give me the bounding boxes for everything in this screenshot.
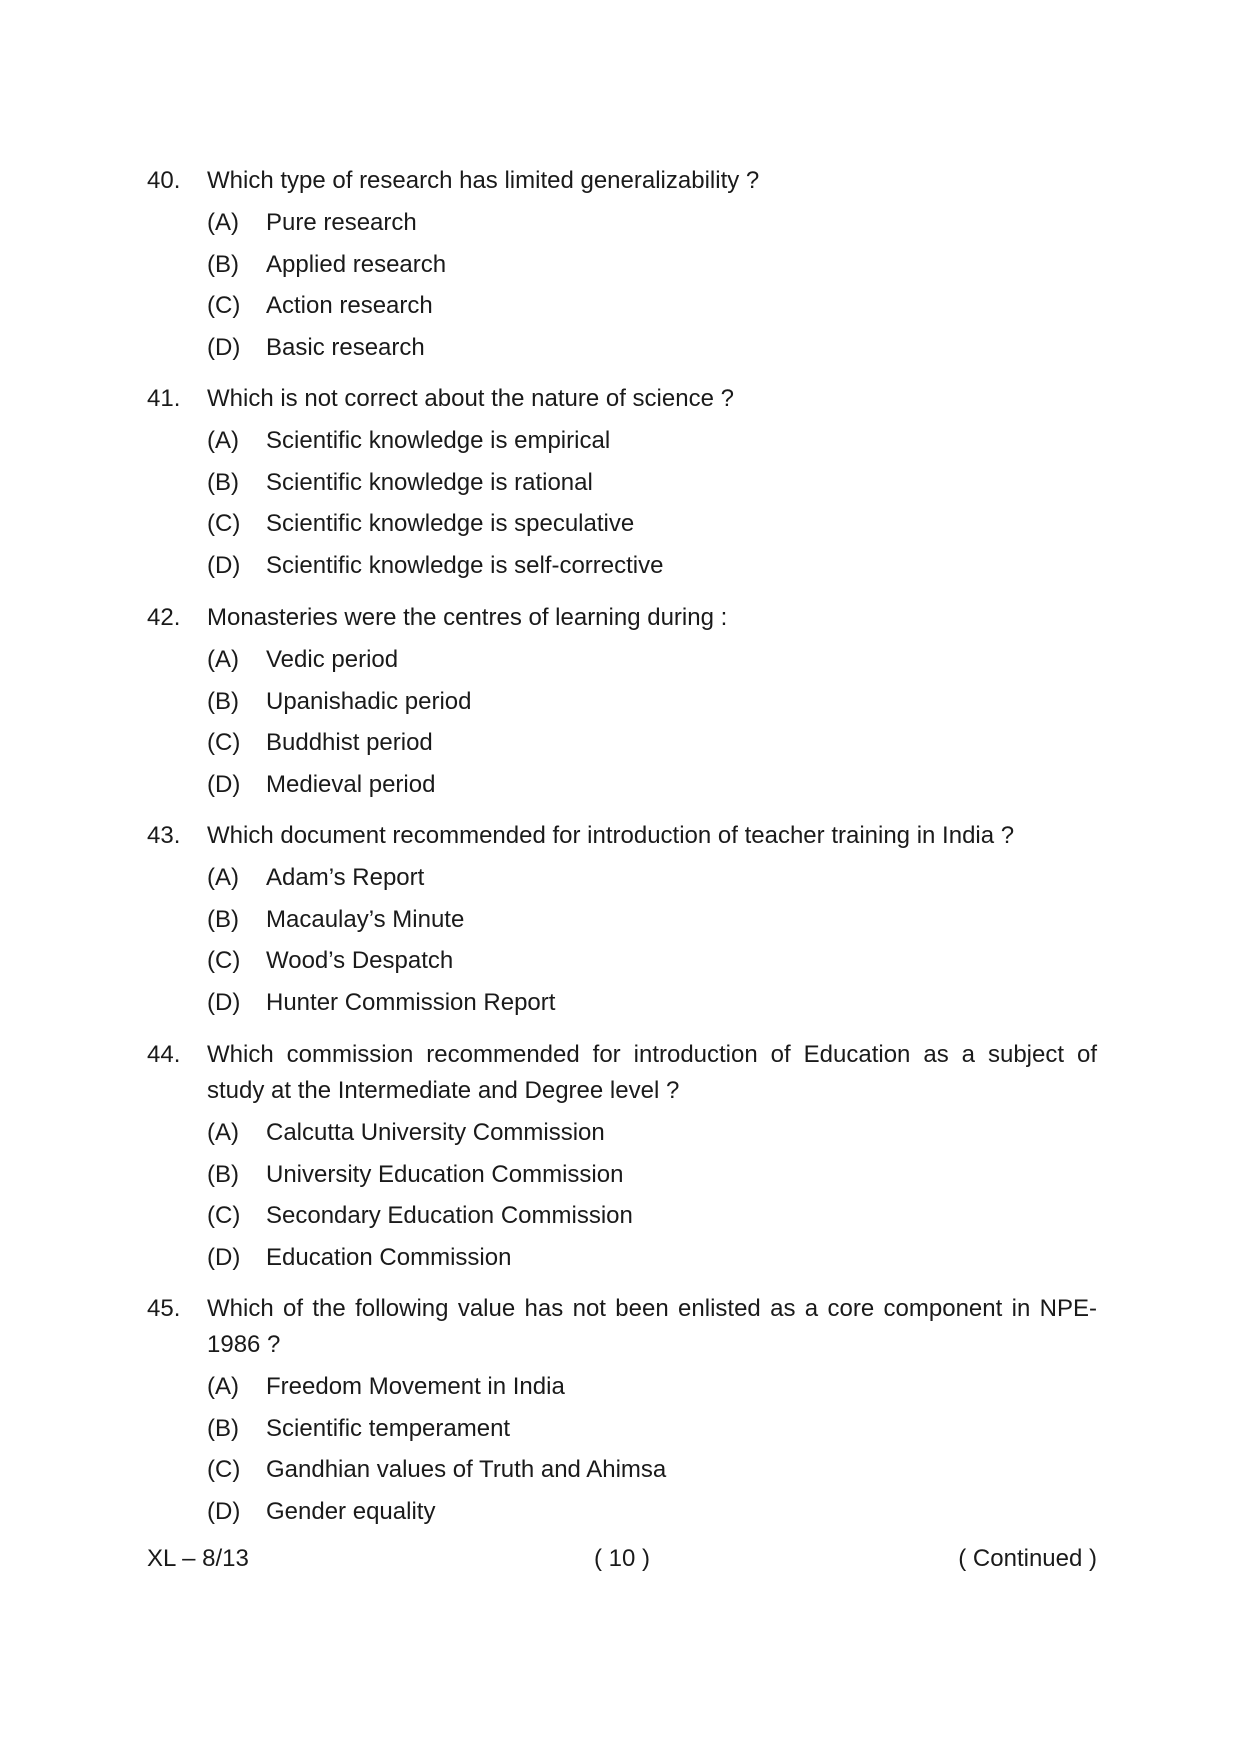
option-label: (C) [207, 510, 241, 537]
option-text: Scientific knowledge is self-corrective [266, 551, 664, 579]
option-text: Adam’s Report [266, 864, 425, 891]
option-b [207, 247, 1097, 289]
option-text: Education Commission [266, 1243, 512, 1271]
question-number: 42. [147, 604, 181, 631]
question-text: Monasteries were the centres of learning during : [207, 604, 728, 631]
option-b [207, 684, 1097, 726]
question-text: Which document recommended for introduction of teacher training in India ? [207, 822, 1015, 849]
option-label: (C) [207, 292, 241, 319]
continued-label: ( Continued ) [958, 1545, 1097, 1572]
option-text: Macaulay’s Minute [266, 905, 465, 933]
question-40 [147, 163, 1097, 371]
question-text: Which is not correct about the nature of science ? [207, 385, 734, 412]
option-label: (C) [207, 1456, 241, 1483]
option-label: (D) [207, 1497, 241, 1525]
option-label: (A) [207, 1373, 239, 1400]
question-number: 40. [147, 167, 181, 194]
option-a [207, 1115, 1097, 1157]
page-footer [147, 1541, 1097, 1577]
question-number: 41. [147, 385, 181, 412]
option-label: (C) [207, 1202, 241, 1229]
option-a [207, 423, 1097, 465]
option-text: Secondary Education Commission [266, 1202, 633, 1229]
option-label: (B) [207, 1160, 239, 1188]
option-text: Scientific knowledge is speculative [266, 510, 635, 537]
question-number: 45. [147, 1295, 181, 1322]
option-d [207, 1240, 1097, 1282]
option-list [207, 1115, 1097, 1281]
option-text: Wood’s Despatch [266, 947, 454, 974]
option-label: (A) [207, 646, 239, 673]
option-d [207, 985, 1097, 1027]
option-c [207, 725, 1097, 767]
option-label: (B) [207, 687, 239, 715]
option-text: Vedic period [266, 646, 399, 673]
option-c [207, 288, 1097, 330]
option-text: Basic research [266, 333, 425, 361]
option-b [207, 902, 1097, 944]
paper-code: XL – 8/13 [147, 1545, 249, 1572]
option-text: Upanishadic period [266, 687, 472, 715]
option-b [207, 1411, 1097, 1453]
option-label: (A) [207, 1119, 239, 1146]
question-43 [147, 818, 1097, 1026]
option-label: (D) [207, 770, 241, 798]
option-text: Scientific temperament [266, 1414, 511, 1442]
option-label: (C) [207, 729, 241, 756]
option-label: (B) [207, 468, 239, 496]
option-a [207, 642, 1097, 684]
option-text: Hunter Commission Report [266, 988, 556, 1016]
option-list [207, 205, 1097, 371]
question-text: Which commission recommended for introduction of Education as a subject of study at the Intermediate and Degree level ? [207, 1041, 1097, 1104]
question-45 [147, 1291, 1097, 1535]
option-label: (A) [207, 209, 239, 236]
option-list [207, 1369, 1097, 1535]
option-d [207, 330, 1097, 372]
option-c [207, 943, 1097, 985]
option-label: (D) [207, 551, 241, 579]
option-text: University Education Commission [266, 1160, 624, 1188]
option-a [207, 1369, 1097, 1411]
option-c [207, 1452, 1097, 1494]
option-label: (B) [207, 905, 239, 933]
option-label: (B) [207, 1414, 239, 1442]
option-text: Freedom Movement in India [266, 1373, 565, 1400]
question-42 [147, 600, 1097, 808]
option-label: (C) [207, 947, 241, 974]
option-label: (D) [207, 988, 241, 1016]
option-text: Medieval period [266, 770, 436, 798]
option-label: (A) [207, 864, 239, 891]
option-label: (D) [207, 333, 241, 361]
option-text: Calcutta University Commission [266, 1119, 605, 1146]
question-text: Which of the following value has not been enlisted as a core component in NPE-1986 ? [207, 1295, 1097, 1358]
question-text: Which type of research has limited generalizability ? [207, 167, 760, 194]
option-text: Buddhist period [266, 729, 433, 756]
question-number: 44. [147, 1041, 181, 1068]
option-d [207, 767, 1097, 809]
option-text: Action research [266, 292, 433, 319]
option-list [207, 860, 1097, 1026]
option-a [207, 860, 1097, 902]
option-list [207, 423, 1097, 589]
option-b [207, 465, 1097, 507]
option-list [207, 642, 1097, 808]
option-text: Pure research [266, 209, 417, 236]
option-d [207, 1494, 1097, 1536]
question-number: 43. [147, 822, 181, 849]
option-text: Scientific knowledge is empirical [266, 427, 611, 454]
option-b [207, 1157, 1097, 1199]
page-number: ( 10 ) [593, 1545, 650, 1572]
option-label: (B) [207, 250, 239, 278]
option-d [207, 548, 1097, 590]
option-label: (A) [207, 427, 239, 454]
question-44 [147, 1037, 1097, 1281]
option-c [207, 506, 1097, 548]
option-label: (D) [207, 1243, 241, 1271]
option-c [207, 1198, 1097, 1240]
option-text: Scientific knowledge is rational [266, 468, 593, 496]
question-41 [147, 381, 1097, 589]
option-text: Applied research [266, 250, 447, 278]
option-text: Gender equality [266, 1497, 436, 1525]
option-a [207, 205, 1097, 247]
option-text: Gandhian values of Truth and Ahimsa [266, 1456, 667, 1483]
